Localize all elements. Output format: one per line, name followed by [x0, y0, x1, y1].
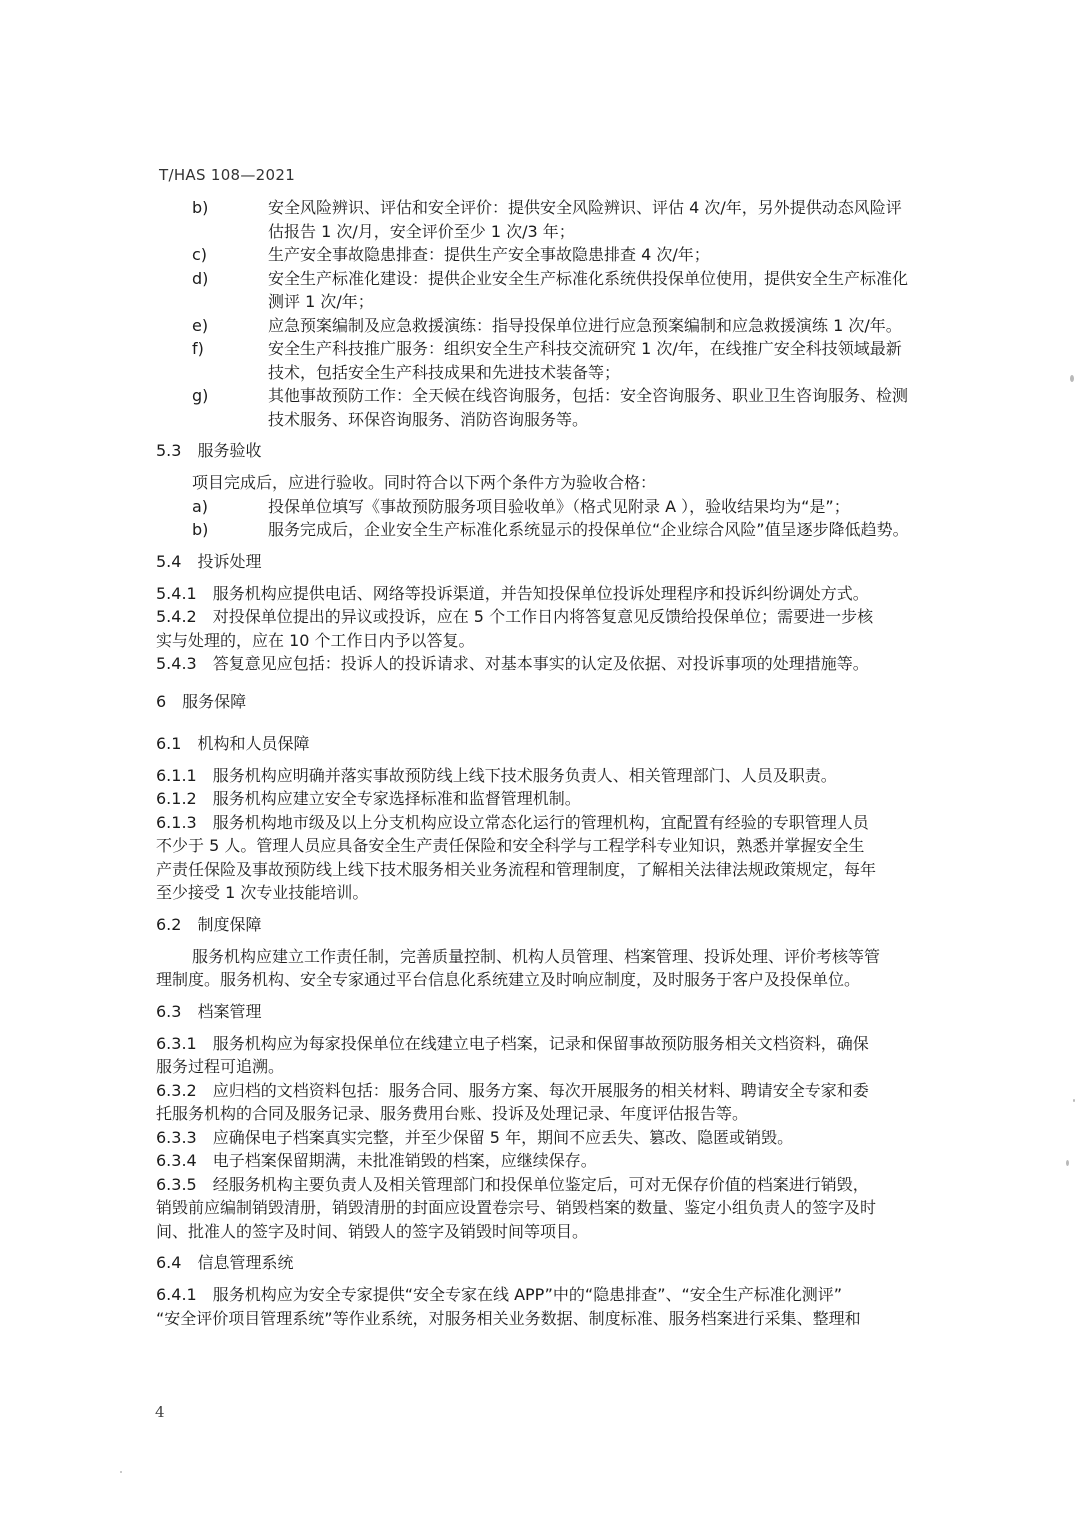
service-list: [156, 196, 976, 431]
clause-6-1-3-cont-1: 不少于 5 人。管理人员应具备安全生产责任保险和安全科学与工程学科专业知识，熟悉并掌握安全生: [156, 836, 865, 855]
list-item-b: b) 安全风险辨识、评估和安全评价：提供安全风险辨识、评估 4 次/年，另外提供动态风险评: [192, 198, 902, 217]
clause-6-1-3-cont-2: 产责任保险及事故预防线上线下技术服务相关业务流程和管理制度，了解相关法律法规政策规定，每年: [156, 859, 877, 879]
section-heading-5-4: 5.4 投诉处理: [156, 551, 262, 571]
chapter-heading-6: 6 服务保障: [156, 691, 247, 711]
clause-6-1-1: 6.1.1 服务机构应明确并落实事故预防线上线下技术服务负责人、相关管理部门、人员及职责。: [156, 765, 837, 785]
clause-5-4-1: 5.4.1 服务机构应提供电话、网络等投诉渠道，并告知投保单位投诉处理程序和投诉纠纷调处方式。: [156, 583, 869, 603]
scan-speck: [1070, 375, 1074, 382]
list-item-c: c) 生产安全事故隐患排查：提供生产安全事故隐患排查 4 次/年；: [192, 245, 710, 264]
document-body: [156, 196, 976, 1330]
s53-item-b: b) 服务完成后，企业安全生产标准化系统显示的投保单位“企业综合风险”值呈逐步降低趋势。: [192, 520, 909, 539]
list-item-d: d) 安全生产标准化建设：提供企业安全生产标准化系统供投保单位使用，提供安全生产标准化: [192, 268, 909, 288]
list-item-f-cont: 技术，包括安全生产科技成果和先进技术装备等；: [268, 362, 621, 382]
clause-6-4-1: 6.4.1 服务机构应为安全专家提供“安全专家在线 APP”中的“隐患排查”、“安全生产标准化测评”: [156, 1285, 843, 1304]
section-heading-6-1: 6.1 机构和人员保障: [156, 733, 310, 753]
clause-6-1-2: 6.1.2 服务机构应建立安全专家选择标准和监督管理机制。: [156, 789, 581, 808]
clause-6-3-5-cont-2: 间、批准人的签字及时间、销毁人的签字及销毁时间等项目。: [156, 1221, 589, 1241]
list-item-b-cont: 估报告 1 次/月，安全评价至少 1 次/3 年；: [268, 221, 575, 241]
clause-6-3-5-cont-1: 销毁前应编制销毁清册，销毁清册的封面应设置卷宗号、销毁档案的数量、鉴定小组负责人的签字及时: [156, 1198, 877, 1217]
clause-5-4-2: 5.4.2 对投保单位提出的异议或投诉，应在 5 个工作日内将答复意见反馈给投保单位；需要进一步核: [156, 607, 874, 626]
section-heading-5-3: 5.3 服务验收: [156, 441, 262, 460]
scan-speck: [1073, 1099, 1075, 1102]
list-item-f: f) 安全生产科技推广服务：组织安全生产科技交流研究 1 次/年，在线推广安全科技领域最新: [192, 339, 902, 358]
s62-para-line-1: 服务机构应建立工作责任制，完善质量控制、机构人员管理、档案管理、投诉处理、评价考核等管: [192, 946, 881, 966]
clause-5-4-2-cont: 实与处理的，应在 10 个工作日内予以答复。: [156, 630, 475, 650]
clause-6-1-3-cont-3: 至少接受 1 次专业技能培训。: [156, 883, 369, 902]
s53-item-a: a) 投保单位填写《事故预防服务项目验收单》（格式见附录 A ），验收结果均为“是”；: [192, 496, 850, 516]
document-header: T/HAS 108—2021: [159, 166, 296, 184]
list-item-g-cont: 技术服务、环保咨询服务、消防咨询服务等。: [268, 409, 589, 429]
clause-5-4-3: 5.4.3 答复意见应包括：投诉人的投诉请求、对基本事实的认定及依据、对投诉事项的处理措施等。: [156, 654, 869, 673]
clause-6-3-1-cont: 服务过程可追溯。: [156, 1057, 285, 1076]
s53-intro: 项目完成后，应进行验收。同时符合以下两个条件方为验收合格：: [192, 473, 657, 492]
clause-6-1-3: 6.1.3 服务机构地市级及以上分支机构应设立常态化运行的管理机构，宜配置有经验的专职管理人员: [156, 812, 869, 832]
s62-para-line-2: 理制度。服务机构、安全专家通过平台信息化系统建立及时响应制度，及时服务于客户及投保单位。: [156, 970, 861, 989]
clause-6-3-3: 6.3.3 应确保电子档案真实完整，并至少保留 5 年，期间不应丢失、篡改、隐匿或销毁。: [156, 1127, 794, 1147]
page-number: 4: [155, 1403, 165, 1421]
scan-speck: [1066, 1160, 1069, 1166]
clause-6-3-5: 6.3.5 经服务机构主要负责人及相关管理部门和投保单位鉴定后，可对无保存价值的档案进行销毁，: [156, 1174, 869, 1194]
clause-6-3-1: 6.3.1 服务机构应为每家投保单位在线建立电子档案，记录和保留事故预防服务相关文档资料，确保: [156, 1033, 869, 1053]
scan-speck: [120, 1471, 122, 1473]
list-item-e: e) 应急预案编制及应急救援演练：指导投保单位进行应急预案编制和应急救援演练 1 次/年。: [192, 315, 902, 335]
section-heading-6-4: 6.4 信息管理系统: [156, 1253, 294, 1272]
section-heading-6-3: 6.3 档案管理: [156, 1001, 262, 1021]
list-item-d-cont: 测评 1 次/年；: [268, 292, 374, 311]
clause-6-3-2: 6.3.2 应归档的文档资料包括：服务合同、服务方案、每次开展服务的相关材料、聘请安全专家和委: [156, 1080, 869, 1100]
clause-6-3-4: 6.3.4 电子档案保留期满，未批准销毁的档案，应继续保存。: [156, 1151, 597, 1170]
clause-6-4-1-cont: “安全评价项目管理系统”等作业系统，对服务相关业务数据、制度标准、服务档案进行采集、整理和: [156, 1308, 861, 1328]
list-item-g: g) 其他事故预防工作：全天候在线咨询服务，包括：安全咨询服务、职业卫生咨询服务、检测: [192, 386, 909, 405]
clause-6-3-2-cont: 托服务机构的合同及服务记录、服务费用台账、投诉及处理记录、年度评估报告等。: [156, 1104, 749, 1123]
section-heading-6-2: 6.2 制度保障: [156, 914, 262, 934]
